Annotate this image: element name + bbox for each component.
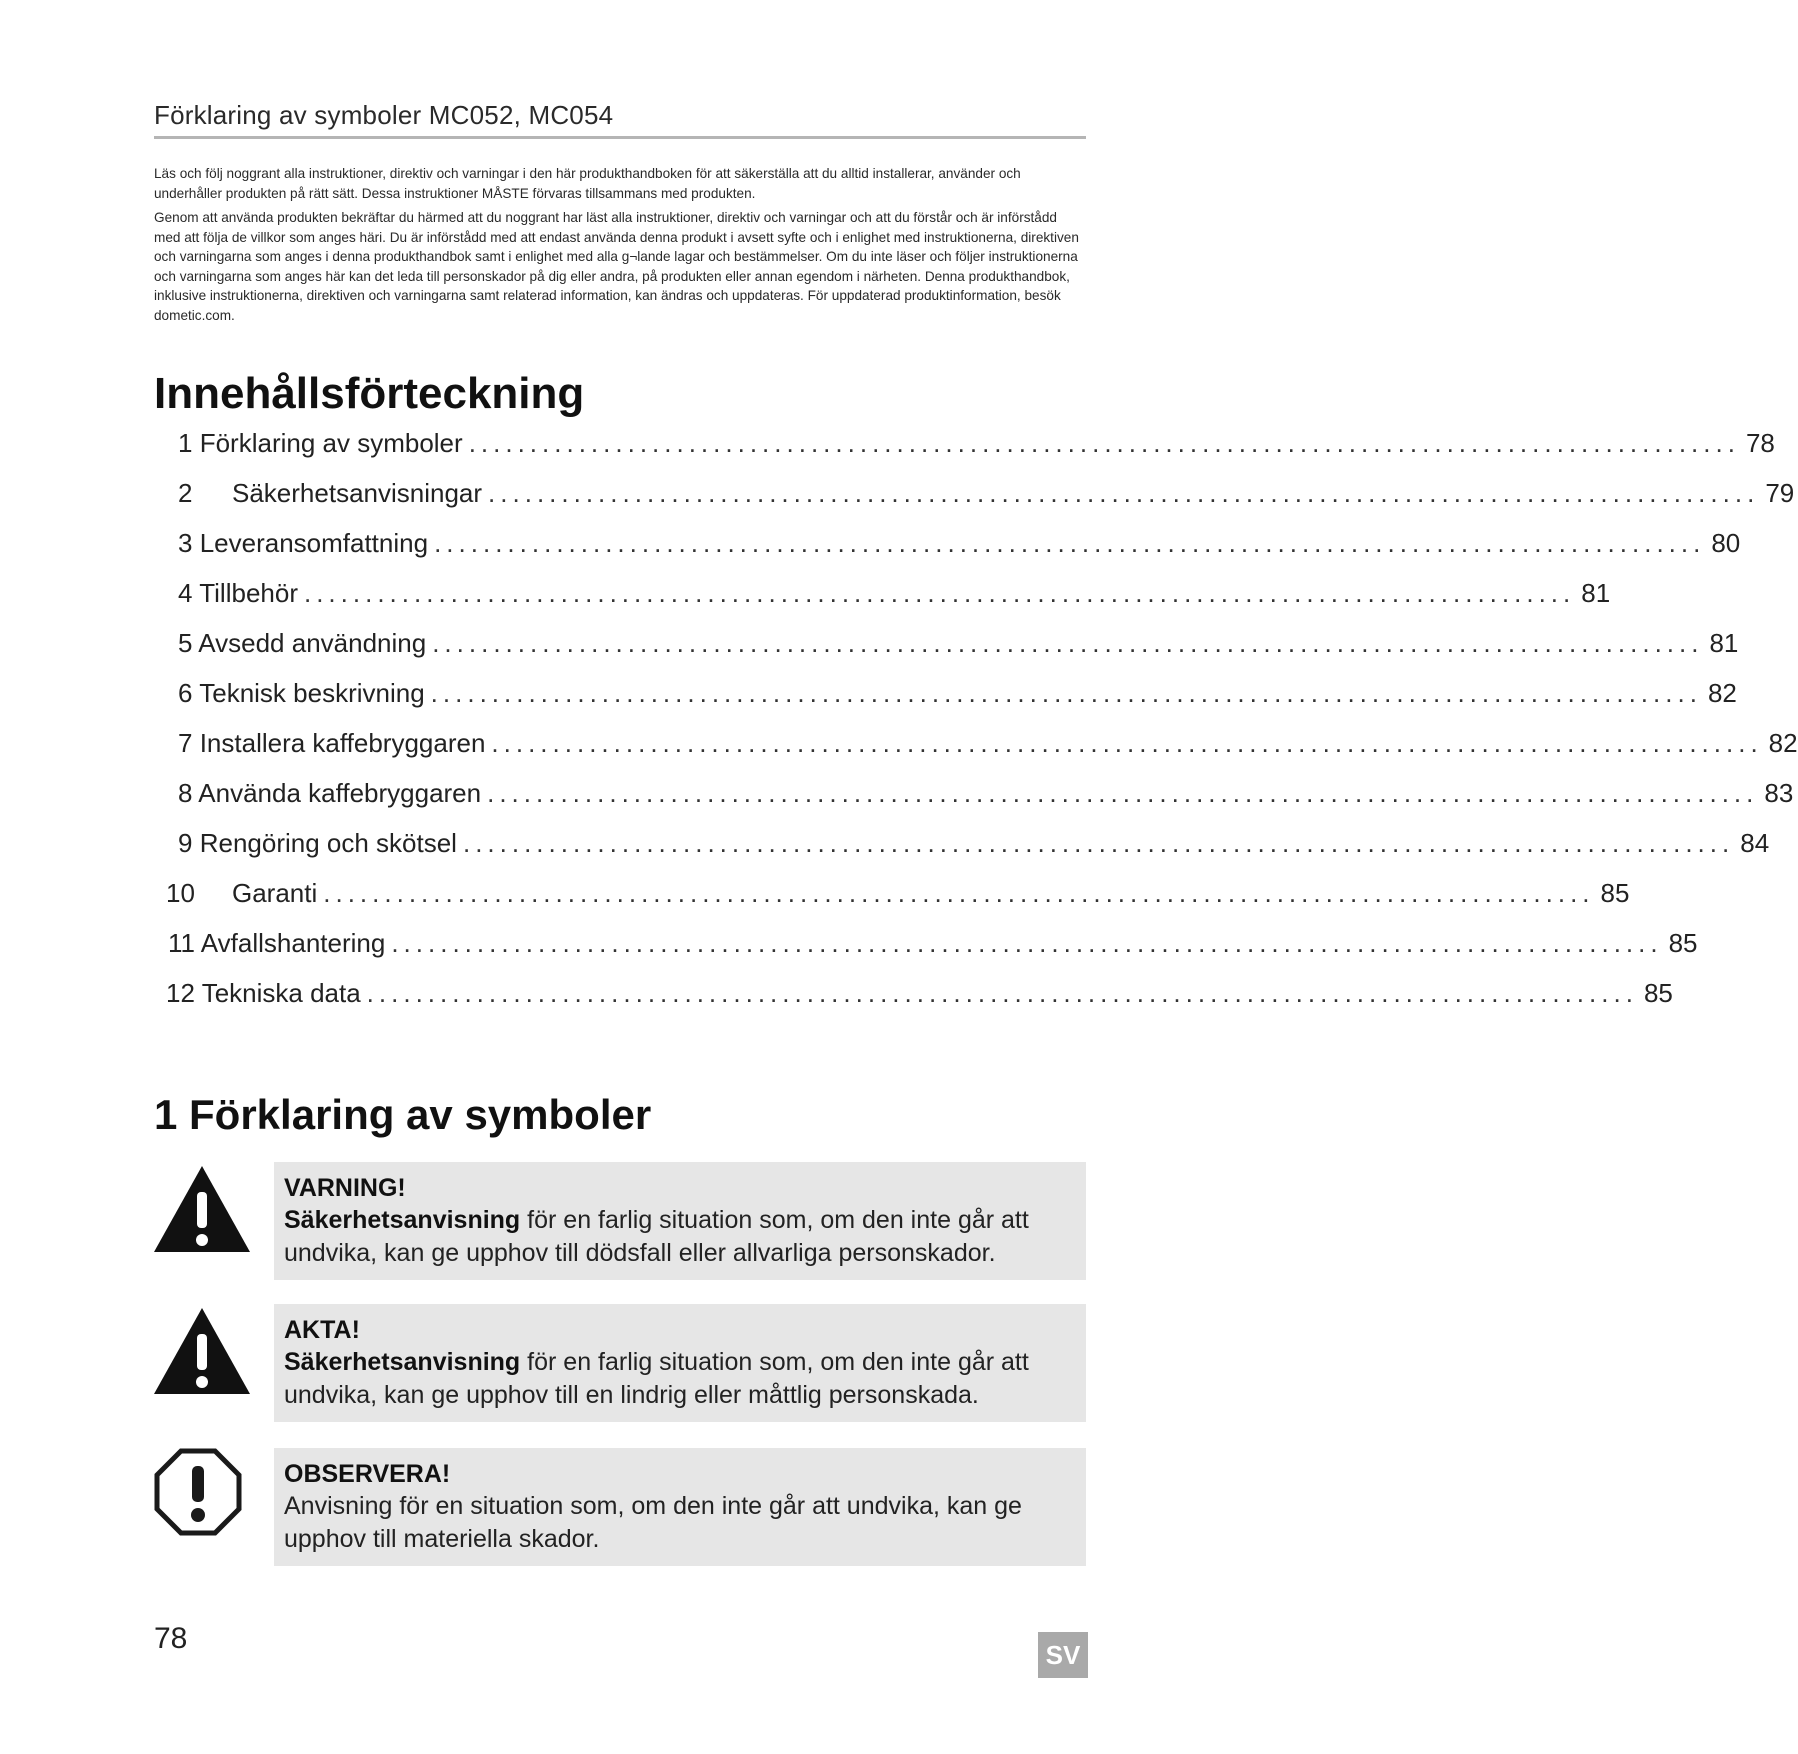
toc-entry-page: 80 [1711,528,1741,558]
intro-paragraph-2 [154,208,1086,325]
toc-entry-label: 9 Rengöring och skötsel [178,828,457,858]
notice-notice [274,1448,1086,1566]
toc-entry-page: 81 [1581,578,1611,608]
toc-entry-label: 5 Avsedd användning [178,628,427,658]
page-number: 78 [154,1622,188,1655]
section-heading: 1 Förklaring av symboler [154,1091,652,1138]
notice-body: för en farlig situation som, om den inte går att undvika, kan ge upphov till en lindrig eller måttlig personskada. [284,1348,1029,1409]
toc-entry-page: 84 [1740,828,1770,858]
toc-leader-dots: ........................................................................................................ [366,978,1638,1008]
toc-leader-dots: ........................................................................................................ [468,428,1740,458]
signal-word: AKTA! [284,1316,360,1344]
toc-entry[interactable] [168,928,1698,968]
running-header: Förklaring av symboler MC052, MC054 [154,100,614,130]
toc-entry[interactable] [178,728,1798,768]
notice-text [284,1490,1076,1556]
toc-entry-label: 1 Förklaring av symboler [178,428,463,458]
signal-word: VARNING! [284,1174,406,1202]
toc-entry[interactable] [178,678,1737,718]
toc-entry-label: 4 Tillbehör [178,578,298,608]
toc-entry[interactable] [178,828,1770,868]
toc-entry-label: 7 Installera kaffebryggaren [178,728,486,758]
toc-leader-dots: ........................................................................................................ [462,828,1735,858]
toc-entry-label: 10 Garanti [166,878,318,908]
language-badge: SV [1038,1632,1088,1678]
toc-entry-page: 85 [1668,928,1698,958]
notice-text [284,1204,1076,1270]
toc-leader-dots: ........................................................................................................ [303,578,1576,608]
caution-triangle-icon [152,1306,252,1396]
toc-entry[interactable] [178,428,1775,468]
toc-entry-label: 8 Använda kaffebryggaren [178,778,482,808]
intro-text-1: Läs och följ noggrant alla instruktioner, direktiv och varningar i den här produkthandboken för att säkerställa att du alltid installerar, använder och underhåller produkten på rätt sätt. Dessa instruktioner MÅSTE förvaras tillsammans med produkten. [154,166,1021,201]
toc-entry-label: 3 Leveransomfattning [178,528,429,558]
toc-entry-label: 6 Teknisk beskrivning [178,678,425,708]
notice-body: för en farlig situation som, om den inte går att undvika, kan ge upphov till dödsfall eller allvarliga personskador. [284,1206,1029,1267]
toc-entry-page: 85 [1643,978,1673,1008]
toc-entry[interactable] [178,478,1795,518]
header-divider [154,136,1086,139]
toc-entry-page: 78 [1745,428,1775,458]
toc-entry[interactable] [166,878,1630,918]
warning-triangle-icon [152,1164,252,1254]
warning-notice [274,1162,1086,1280]
toc-entry-page: 81 [1709,628,1739,658]
toc-leader-dots: ........................................................................................................ [491,728,1763,758]
toc-leader-dots: ........................................................................................................ [488,478,1760,508]
toc-entry-page: 82 [1707,678,1737,708]
notice-lead: Säkerhetsanvisning [284,1348,521,1376]
toc-entry-page: 83 [1764,778,1794,808]
toc-entry[interactable] [178,778,1794,818]
intro-paragraph-1 [154,164,1086,203]
toc-leader-dots: ........................................................................................................ [323,878,1595,908]
toc-leader-dots: ........................................................................................................ [487,778,1759,808]
notice-text [284,1346,1076,1412]
toc-entry[interactable] [178,578,1611,618]
toc-entry-label: 2 Säkerhetsanvisningar [178,478,483,508]
signal-word: OBSERVERA! [284,1460,451,1488]
toc-entry[interactable] [178,528,1741,568]
toc-entry-label: 11 Avfallshantering [168,928,386,958]
toc-leader-dots: ........................................................................................................ [434,528,1706,558]
notice-lead: Säkerhetsanvisning [284,1206,521,1234]
toc-entry[interactable] [178,628,1739,668]
notice-octagon-icon [154,1448,242,1536]
toc-heading: Innehållsförteckning [154,369,585,418]
toc-entry-page: 79 [1765,478,1795,508]
caution-notice [274,1304,1086,1422]
toc-entry[interactable] [166,978,1673,1018]
toc-entry-page: 85 [1600,878,1630,908]
intro-text-2: Genom att använda produkten bekräftar du härmed att du noggrant har läst alla instruktioner, direktiv och varningar och att du förstår och är införstådd med att följa de villkor som anges häri. Du är införstådd med att endast använda denna produkt i avsett syfte och i enlighet med instruktionerna, direktiven och varningarna som anges i denna produkthandbok samt i enlighet med alla g¬lande lagar och bestämmelser. Om du inte läser och följer instruktionerna och varningarna som anges här kan det leda till personskador på dig eller andra, på produkten eller annan egendom i närheten. Denna produkthandbok, inklusive instruktionerna, direktiven och varningarna samt relaterad information, kan ändras och uppdateras. För uppdaterad produktinformation, besök dometic.com. [154,210,1079,323]
toc-entry-page: 82 [1768,728,1798,758]
toc-leader-dots: ........................................................................................................ [430,678,1702,708]
toc-leader-dots: ........................................................................................................ [391,928,1663,958]
notice-body: Anvisning för en situation som, om den inte går att undvika, kan ge upphov till materiella skador. [284,1492,1022,1553]
toc-entry-label: 12 Tekniska data [166,978,361,1008]
toc-leader-dots: ........................................................................................................ [432,628,1704,658]
